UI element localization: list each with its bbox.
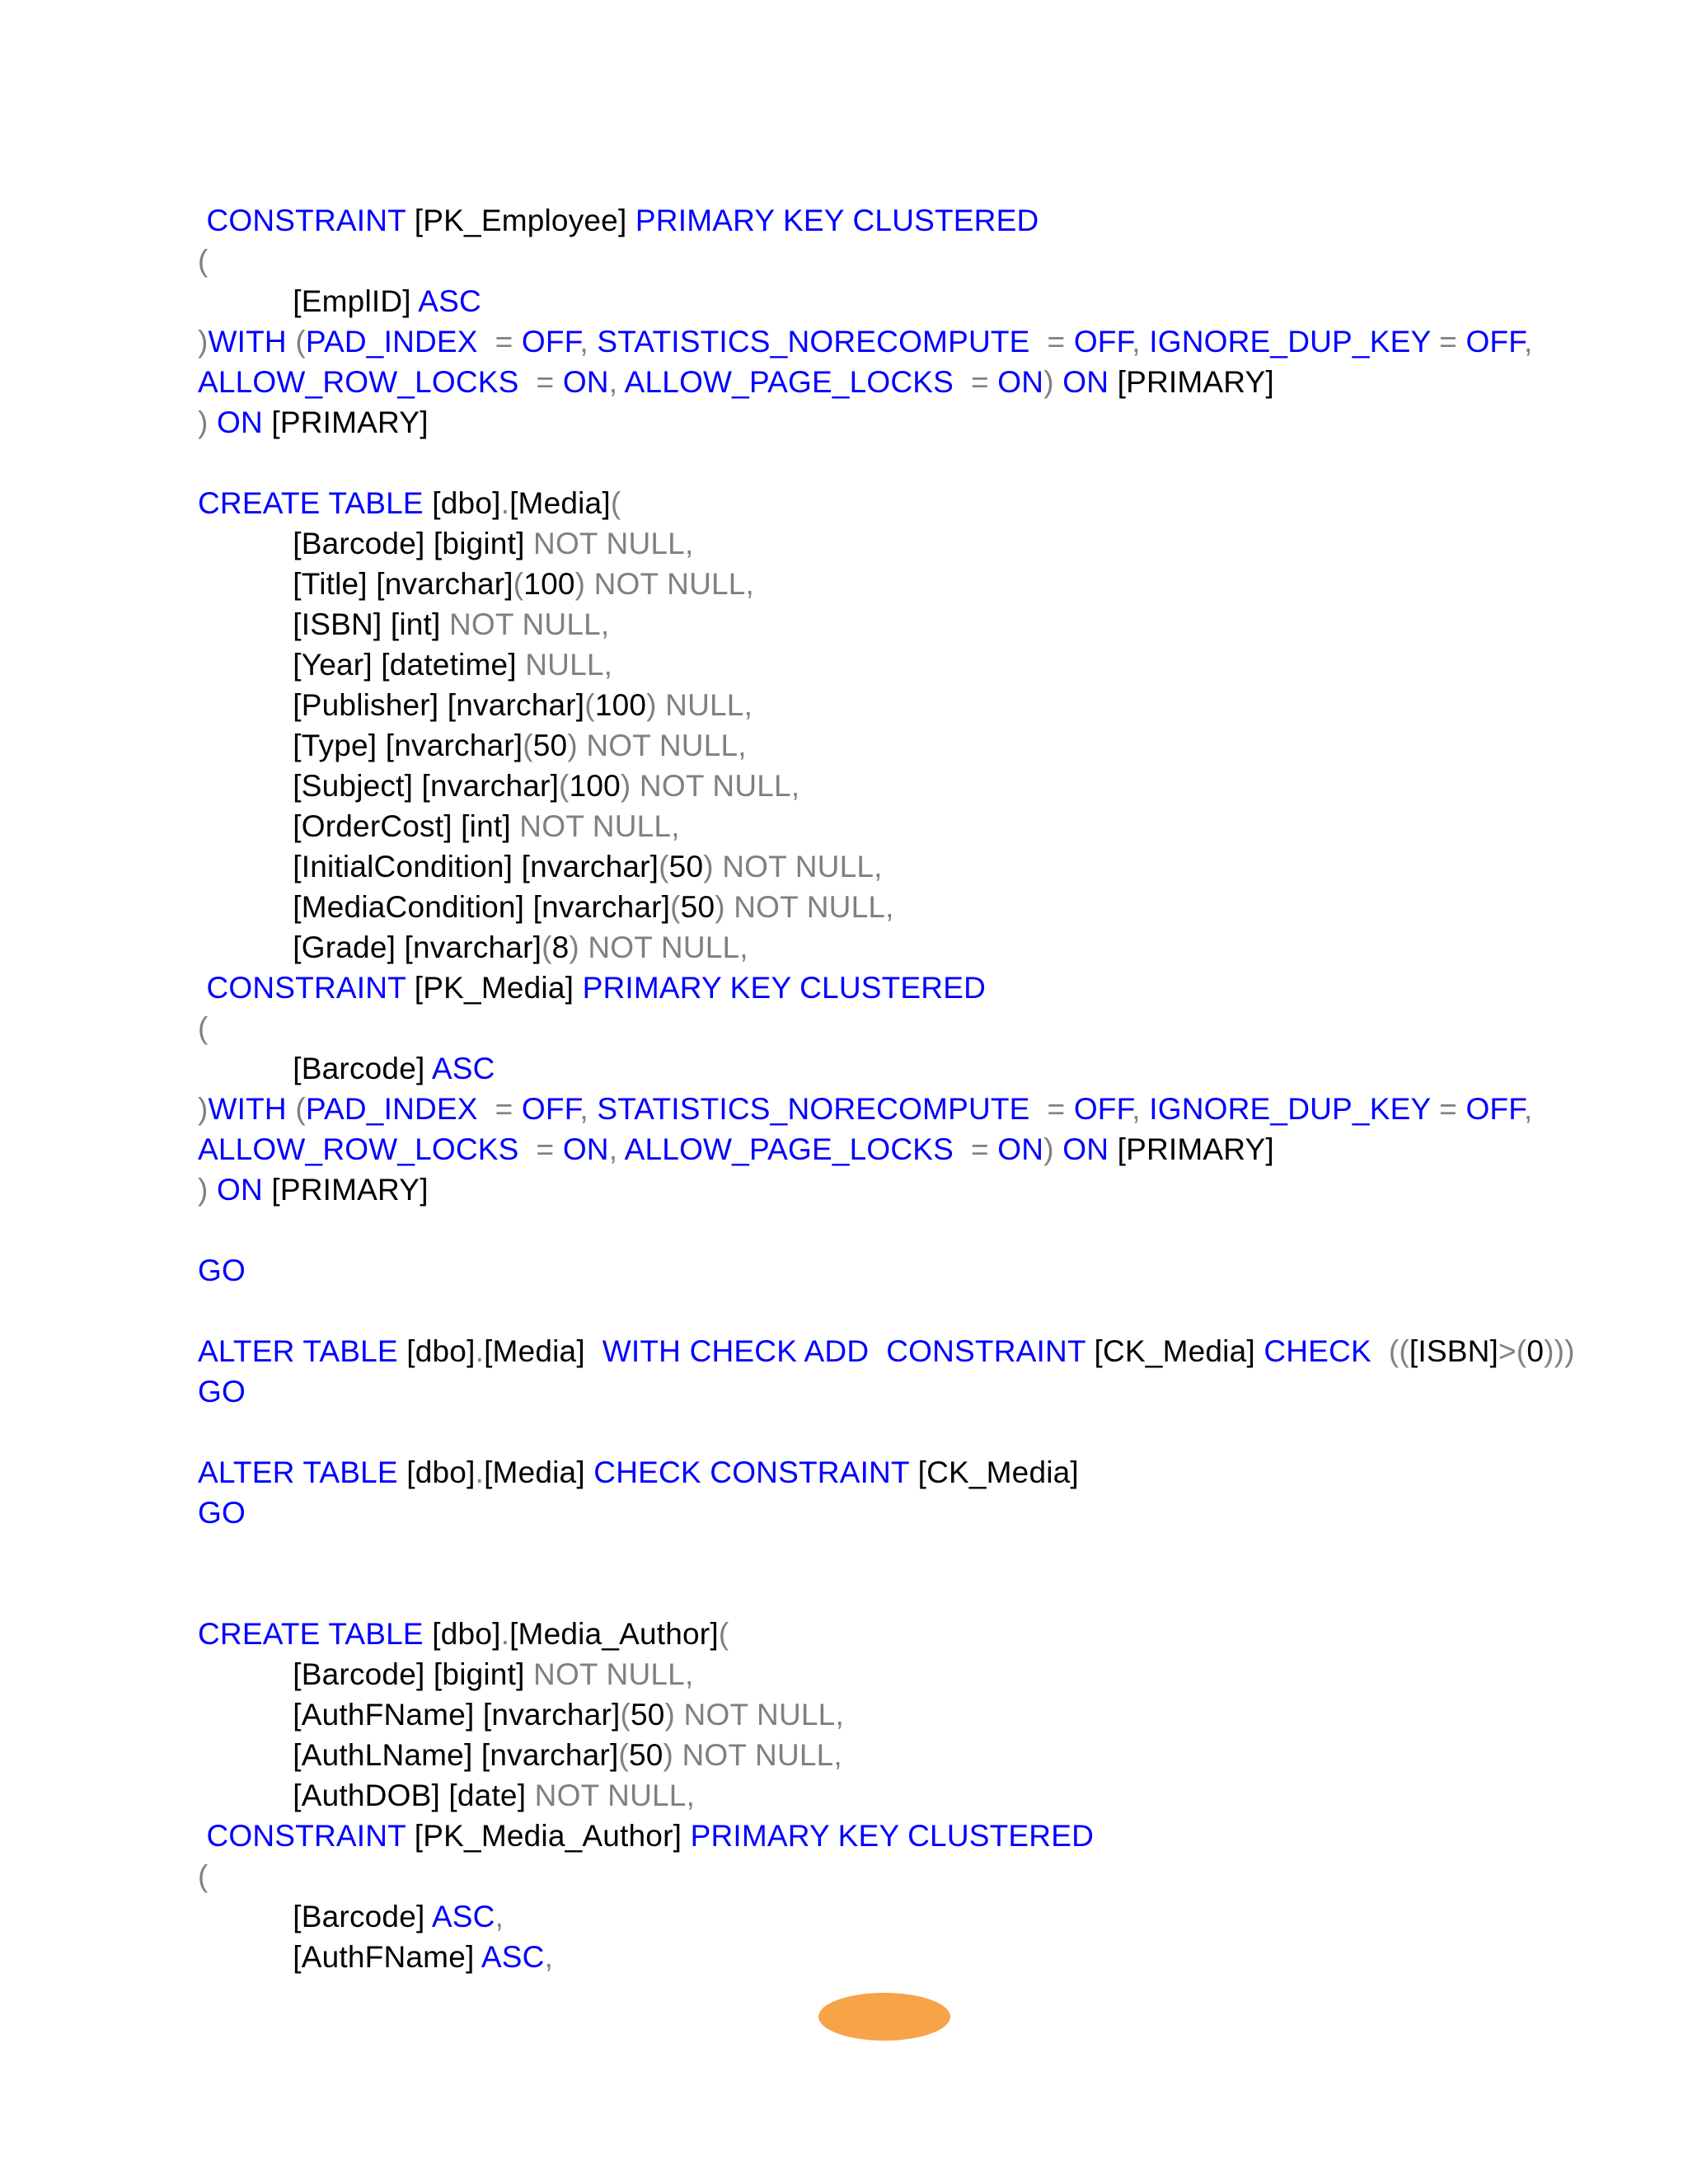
- code-token: ,: [495, 1900, 504, 1933]
- code-token: STATISTICS_NORECOMPUTE: [597, 1092, 1030, 1126]
- code-token: [198, 890, 293, 924]
- code-token: =: [1430, 1092, 1466, 1126]
- code-token: CHECK: [1264, 1334, 1372, 1368]
- code-line: [198, 1694, 1558, 1735]
- code-token: [Type] [nvarchar]: [293, 729, 523, 762]
- code-token: [198, 930, 293, 964]
- code-token: OFF: [1073, 325, 1132, 359]
- code-line: [198, 402, 1558, 443]
- blank-line: [198, 1533, 1558, 1573]
- code-token: [dbo]: [397, 1334, 476, 1368]
- code-line: [198, 1371, 1558, 1412]
- code-token: [CK_Media]: [1085, 1334, 1264, 1368]
- code-token: ON: [1062, 365, 1109, 399]
- code-token: PAD_INDEX: [305, 1092, 478, 1126]
- code-token: [Media_Author]: [509, 1617, 719, 1651]
- code-token: IGNORE_DUP_KEY: [1149, 325, 1431, 359]
- code-line: [198, 887, 1558, 927]
- code-token: [CK_Media]: [909, 1455, 1079, 1489]
- code-token: [198, 1052, 293, 1085]
- code-token: [198, 1738, 293, 1772]
- code-token: (: [523, 729, 533, 762]
- blank-line: [198, 1412, 1558, 1452]
- code-token: [dbo]: [423, 1617, 501, 1651]
- code-line: [198, 725, 1558, 766]
- code-token: GO: [198, 1496, 246, 1530]
- code-token: [Media]: [509, 486, 611, 520]
- code-token: 8: [551, 930, 570, 964]
- code-token: 50: [680, 890, 715, 924]
- code-token: (: [559, 769, 570, 803]
- code-line: [198, 564, 1558, 604]
- code-token: [Barcode]: [293, 1900, 432, 1933]
- code-token: ,: [608, 1132, 625, 1166]
- code-token: [MediaCondition] [nvarchar]: [293, 890, 671, 924]
- code-token: CREATE TABLE: [198, 486, 424, 520]
- code-token: [AuthLName] [nvarchar]: [293, 1738, 619, 1772]
- blank-line: [198, 1291, 1558, 1331]
- code-token: ON: [562, 1132, 609, 1166]
- code-token: ): [198, 1092, 209, 1126]
- code-token: [198, 729, 293, 762]
- code-token: 50: [532, 729, 568, 762]
- code-token: (: [670, 890, 681, 924]
- code-token: =: [477, 1092, 522, 1126]
- code-token: ,: [1523, 325, 1533, 359]
- code-token: NULL,: [525, 648, 613, 682]
- code-token: (: [198, 244, 209, 278]
- page-marker-icon: [818, 1993, 950, 2041]
- code-token: (: [198, 1011, 209, 1045]
- code-token: 50: [630, 1698, 665, 1732]
- code-token: =: [518, 365, 563, 399]
- code-token: ) NOT NULL,: [574, 567, 755, 601]
- code-token: =: [1430, 325, 1466, 359]
- code-token: IGNORE_DUP_KEY: [1149, 1092, 1431, 1126]
- code-token: >(: [1498, 1334, 1527, 1368]
- code-token: PRIMARY KEY CLUSTERED: [582, 971, 987, 1005]
- code-token: (: [513, 567, 524, 601]
- code-token: 0: [1526, 1334, 1545, 1368]
- code-token: ,: [579, 1092, 598, 1126]
- code-token: ON: [217, 1173, 263, 1207]
- code-token: ASC: [418, 284, 481, 318]
- code-token: GO: [198, 1375, 246, 1408]
- code-line: [198, 1250, 1558, 1291]
- code-token: (: [620, 1698, 631, 1732]
- code-token: [PRIMARY]: [1109, 365, 1274, 399]
- code-token: =: [954, 1132, 998, 1166]
- code-token: CHECK CONSTRAINT: [593, 1455, 910, 1489]
- code-token: ON: [997, 365, 1044, 399]
- code-token: ): [198, 1173, 218, 1207]
- code-token: ON: [1062, 1132, 1109, 1166]
- code-token: [Grade] [nvarchar]: [293, 930, 542, 964]
- code-token: WITH CHECK ADD CONSTRAINT: [602, 1334, 1086, 1368]
- code-token: OFF: [1465, 325, 1524, 359]
- code-token: [198, 1940, 293, 1974]
- code-token: CONSTRAINT: [206, 971, 406, 1005]
- code-token: (: [659, 850, 669, 883]
- code-token: [198, 769, 293, 803]
- code-token: [PK_Employee]: [406, 204, 635, 237]
- code-token: (: [286, 325, 306, 359]
- code-token: 100: [523, 567, 575, 601]
- code-line: [198, 1331, 1575, 1371]
- code-token: OFF: [1465, 1092, 1524, 1126]
- code-token: ((: [1371, 1334, 1409, 1368]
- code-token: =: [518, 1132, 563, 1166]
- code-token: [Media]: [484, 1455, 594, 1489]
- code-token: [Subject] [nvarchar]: [293, 769, 560, 803]
- code-token: NOT NULL,: [449, 607, 610, 641]
- code-token: [PRIMARY]: [1109, 1132, 1274, 1166]
- code-token: PRIMARY KEY CLUSTERED: [635, 204, 1039, 237]
- sql-code-block: [198, 200, 1575, 1977]
- code-token: ): [198, 405, 218, 439]
- code-token: ALLOW_PAGE_LOCKS: [624, 365, 954, 399]
- code-token: [PRIMARY]: [262, 405, 429, 439]
- code-line: [198, 806, 1558, 846]
- code-line: [198, 644, 1558, 685]
- code-token: ,: [1132, 1092, 1150, 1126]
- code-token: PAD_INDEX: [305, 325, 478, 359]
- code-token: =: [954, 365, 998, 399]
- code-line: [198, 1614, 1558, 1654]
- code-line: [198, 927, 1558, 968]
- code-line: [198, 1654, 1558, 1694]
- code-token: [AuthDOB] [date]: [293, 1779, 535, 1812]
- code-line: [198, 766, 1558, 806]
- code-token: [198, 567, 293, 601]
- code-token: [Title] [nvarchar]: [293, 567, 513, 601]
- code-token: OFF: [521, 1092, 580, 1126]
- code-token: ,: [1132, 325, 1150, 359]
- code-token: ) NOT NULL,: [567, 729, 747, 762]
- code-line: [198, 1856, 1558, 1896]
- code-token: CONSTRAINT: [206, 1819, 406, 1853]
- code-token: (: [584, 688, 595, 722]
- code-token: ,: [544, 1940, 554, 1974]
- code-token: NOT NULL,: [533, 527, 694, 560]
- code-token: 100: [569, 769, 621, 803]
- code-line: [198, 200, 1558, 241]
- code-token: [198, 527, 293, 560]
- code-token: [Media]: [484, 1334, 603, 1368]
- code-token: NOT NULL,: [533, 1657, 694, 1691]
- code-token: [198, 1657, 293, 1691]
- code-line: [198, 1937, 1558, 1977]
- code-token: ): [1043, 365, 1063, 399]
- code-token: STATISTICS_NORECOMPUTE: [597, 325, 1030, 359]
- code-token: .: [475, 1334, 485, 1368]
- code-token: NOT NULL,: [534, 1779, 696, 1812]
- code-token: [AuthFName] [nvarchar]: [293, 1698, 621, 1732]
- code-token: (: [718, 1617, 729, 1651]
- code-token: ALLOW_PAGE_LOCKS: [624, 1132, 954, 1166]
- code-token: [EmplID]: [293, 284, 419, 318]
- code-token: ): [1043, 1132, 1063, 1166]
- code-token: 50: [628, 1738, 663, 1772]
- code-token: ON: [997, 1132, 1044, 1166]
- code-token: [198, 204, 206, 237]
- blank-line: [198, 1573, 1558, 1614]
- code-token: [Publisher] [nvarchar]: [293, 688, 585, 722]
- code-line: [198, 1896, 1558, 1937]
- code-line: [198, 1775, 1558, 1816]
- code-token: ) NOT NULL,: [715, 890, 894, 924]
- code-token: ) NULL,: [646, 688, 753, 722]
- code-line: [198, 1089, 1558, 1129]
- code-token: [198, 607, 293, 641]
- code-token: [ISBN]: [1409, 1334, 1498, 1368]
- code-token: GO: [198, 1254, 246, 1287]
- code-token: ,: [1523, 1092, 1533, 1126]
- code-line: [198, 1008, 1558, 1048]
- code-token: [PK_Media]: [406, 971, 583, 1005]
- code-token: [198, 1698, 293, 1732]
- code-line: [198, 321, 1558, 362]
- code-token: ,: [608, 365, 625, 399]
- code-token: ))): [1544, 1334, 1575, 1368]
- code-token: ) NOT NULL,: [663, 1738, 842, 1772]
- code-token: WITH: [208, 325, 287, 359]
- code-token: ON: [217, 405, 263, 439]
- code-token: [198, 648, 293, 682]
- code-token: OFF: [1073, 1092, 1132, 1126]
- code-line: [198, 241, 1558, 281]
- code-token: [Barcode] [bigint]: [293, 527, 534, 560]
- code-token: =: [477, 325, 522, 359]
- code-token: =: [1029, 1092, 1074, 1126]
- code-token: =: [1029, 325, 1074, 359]
- code-token: PRIMARY KEY CLUSTERED: [690, 1819, 1095, 1853]
- code-token: OFF: [521, 325, 580, 359]
- code-token: ) NOT NULL,: [569, 930, 748, 964]
- code-token: ASC: [481, 1940, 545, 1974]
- blank-line: [198, 443, 1558, 483]
- code-token: CONSTRAINT: [206, 204, 406, 237]
- code-token: [AuthFName]: [293, 1940, 481, 1974]
- code-token: [198, 850, 293, 883]
- code-line: [198, 1816, 1558, 1856]
- code-token: [Barcode]: [293, 1052, 432, 1085]
- code-token: .: [500, 486, 510, 520]
- code-token: [198, 971, 206, 1005]
- code-token: WITH: [208, 1092, 287, 1126]
- code-token: [198, 1779, 293, 1812]
- code-token: ): [198, 325, 209, 359]
- code-token: ON: [562, 365, 609, 399]
- code-token: [198, 284, 293, 318]
- code-token: (: [610, 486, 621, 520]
- code-line: [198, 362, 1558, 402]
- code-token: ALTER TABLE: [198, 1455, 398, 1489]
- code-token: [Year] [datetime]: [293, 648, 526, 682]
- code-token: [dbo]: [423, 486, 501, 520]
- code-token: ) NOT NULL,: [620, 769, 800, 803]
- code-token: [ISBN] [int]: [293, 607, 449, 641]
- code-line: [198, 523, 1558, 564]
- code-line: [198, 968, 1558, 1008]
- code-token: NOT NULL,: [519, 809, 680, 843]
- blank-line: [198, 1210, 1558, 1250]
- code-token: [Barcode] [bigint]: [293, 1657, 534, 1691]
- code-line: [198, 1048, 1558, 1089]
- code-token: ALLOW_ROW_LOCKS: [198, 365, 519, 399]
- code-token: [198, 809, 293, 843]
- code-line: [198, 1169, 1558, 1210]
- code-token: ALTER TABLE: [198, 1334, 398, 1368]
- code-token: (: [286, 1092, 306, 1126]
- code-token: ASC: [431, 1052, 495, 1085]
- code-line: [198, 604, 1558, 644]
- code-token: ,: [579, 325, 598, 359]
- code-token: .: [475, 1455, 485, 1489]
- code-token: [198, 688, 293, 722]
- code-token: [dbo]: [397, 1455, 476, 1489]
- code-token: [PK_Media_Author]: [406, 1819, 691, 1853]
- code-line: [198, 1493, 1558, 1533]
- code-line: [198, 1735, 1558, 1775]
- code-token: [InitialCondition] [nvarchar]: [293, 850, 659, 883]
- code-token: .: [500, 1617, 510, 1651]
- code-token: ) NOT NULL,: [664, 1698, 844, 1732]
- code-token: [198, 1819, 206, 1853]
- code-token: (: [618, 1738, 629, 1772]
- code-line: [198, 1129, 1558, 1169]
- code-token: ALLOW_ROW_LOCKS: [198, 1132, 519, 1166]
- code-token: [OrderCost] [int]: [293, 809, 520, 843]
- code-token: (: [542, 930, 552, 964]
- code-line: [198, 685, 1558, 725]
- code-line: [198, 281, 1558, 321]
- code-line: [198, 846, 1558, 887]
- code-line: [198, 1452, 1558, 1493]
- code-token: 50: [668, 850, 704, 883]
- code-token: CREATE TABLE: [198, 1617, 424, 1651]
- code-token: ASC: [431, 1900, 495, 1933]
- code-token: [198, 1900, 293, 1933]
- code-token: [PRIMARY]: [262, 1173, 429, 1207]
- code-token: (: [198, 1859, 209, 1893]
- code-token: ) NOT NULL,: [703, 850, 883, 883]
- code-token: 100: [594, 688, 647, 722]
- code-line: [198, 483, 1558, 523]
